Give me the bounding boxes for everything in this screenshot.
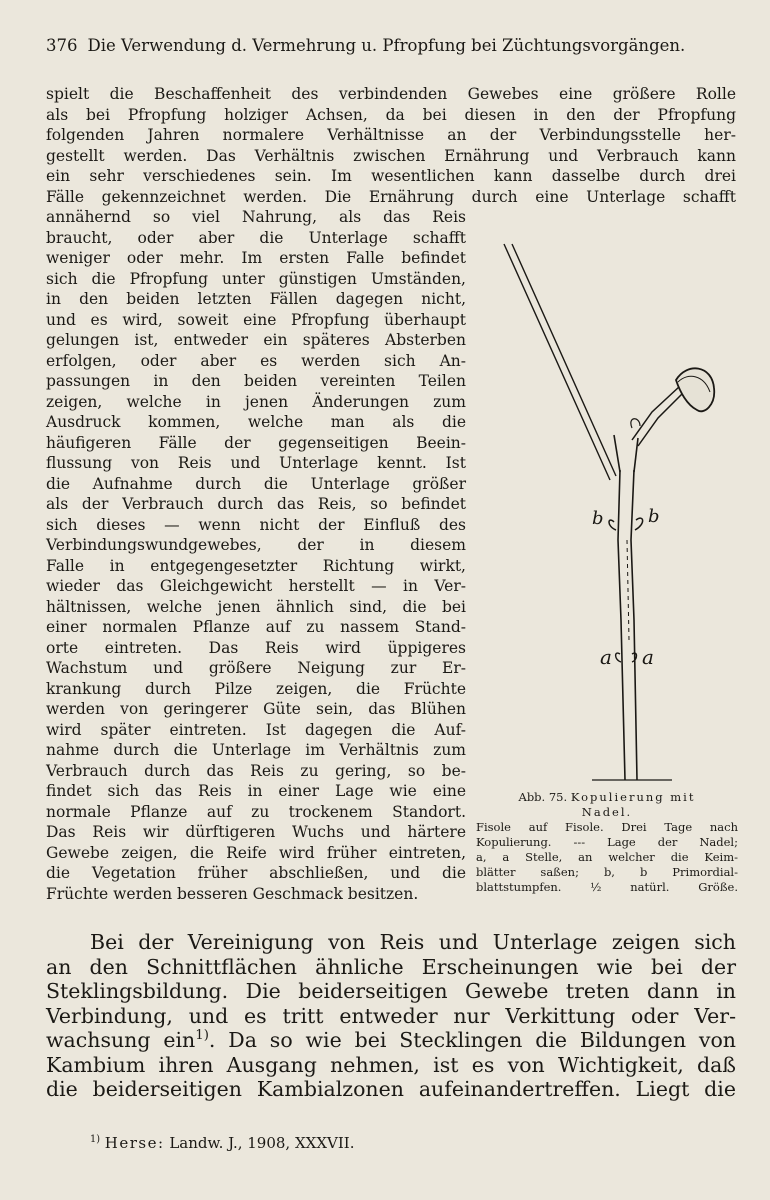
text-line: hältnissen, welche jenen ähnlich sind, die bei <box>46 597 466 616</box>
text-line: Gewebe zeigen, die Reife wird früher eintreten, <box>46 843 466 862</box>
text-line: einer normalen Pflanze auf zu nassem Stand- <box>46 618 466 636</box>
text-line: Ausdruck kommen, welche man als die <box>46 413 466 431</box>
text-line: und es wird, soweit eine Pfropfung überhaupt <box>46 310 466 329</box>
text-line: gelungen ist, entweder ein späteres Absterben <box>46 331 466 349</box>
text-line: Wachstum und größere Neigung zur Er- <box>46 659 466 677</box>
text-line: wird später eintreten. Ist dagegen die Auf- <box>46 720 466 739</box>
text-line: Steklingsbildung. Die beiderseitigen Gewebe treten dann in <box>46 979 736 1003</box>
label-a-right: a <box>642 645 654 669</box>
page-number: 376 <box>46 36 78 55</box>
label-b-left: b <box>592 508 604 529</box>
text-line: flussung von Reis und Unterlage kennt. Ist <box>46 454 466 472</box>
text-line: passungen in den beiden vereinten Teilen <box>46 372 466 390</box>
text-line: Bei der Vereinigung von Reis und Unterlage zeigen sich <box>90 930 736 954</box>
caption-line: Nadel. <box>581 805 633 819</box>
label-b-right: b <box>648 506 660 527</box>
text-line: gestellt werden. Das Verhältnis zwischen Ernährung und Verbrauch kann <box>46 146 736 165</box>
text-line: normale Pflanze auf zu trockenem Standort. <box>46 802 466 821</box>
label-a-left: a <box>600 645 612 669</box>
needle-position-dashed <box>627 540 629 640</box>
text-line: orte eintreten. Das Reis wird üppigeres <box>46 638 466 657</box>
text-line: als bei Pfropfung holziger Achsen, da bei diesen in den der Pfropfung <box>46 105 736 124</box>
text-line: krankung durch Pilze zeigen, die Früchte <box>46 679 466 698</box>
text-line: Früchte werden besseren Geschmack besitzen. <box>46 884 419 903</box>
text-line: die Vegetation früher abschließen, und die <box>46 864 466 882</box>
text-fragment: wachsung ein <box>46 1028 196 1052</box>
text-line: die beiderseitigen Kambialzonen aufeinandertreffen. Liegt die <box>46 1077 736 1101</box>
text-line: findet sich das Reis in einer Lage wie eine <box>46 782 466 800</box>
text-line: wieder das Gleichgewicht herstellt — in Ver- <box>46 577 466 595</box>
caption-line: blätter saßen; b, b Primordial- <box>476 865 738 879</box>
running-title: Die Verwendung d. Vermehrung u. Pfropfung bei Züchtungsvorgängen. <box>87 36 686 55</box>
footnote-citation: Landw. J., 1908, XXXVII. <box>169 1134 355 1152</box>
text-line <box>46 1028 736 1053</box>
text-line: werden von geringerer Güte sein, das Blühen <box>46 700 466 718</box>
stem <box>614 435 638 780</box>
text-line: folgenden Jahren normalere Verhältnisse an der Verbindungsstelle her- <box>46 126 736 144</box>
running-header <box>46 36 736 56</box>
figure-caption <box>476 790 738 895</box>
caption-line: Kopulierung. --- Lage der Nadel; <box>476 835 738 849</box>
footnote-author: Herse: <box>104 1134 165 1152</box>
footnote-marker: 1) <box>90 1134 101 1145</box>
caption-line <box>476 790 738 805</box>
text-line: in den beiden letzten Fällen dagegen nicht, <box>46 290 466 308</box>
leaf <box>676 368 714 411</box>
text-line: braucht, oder aber die Unterlage schafft <box>46 228 466 247</box>
needle <box>504 244 616 480</box>
text-line: annähernd so viel Nahrung, als das Reis <box>46 208 466 226</box>
text-line: die Aufnahme durch die Unterlage größer <box>46 474 466 493</box>
text-line: an den Schnittflächen ähnliche Erscheinungen wie bei der <box>46 954 736 979</box>
text-line: sich dieses — wenn nicht der Einfluß des <box>46 515 466 534</box>
leaf-branch <box>632 386 684 446</box>
text-line: erfolgen, oder aber es werden sich An- <box>46 351 466 370</box>
text-line: Fälle gekennzeichnet werden. Die Ernährung durch eine Unterlage schafft <box>46 187 736 206</box>
caption-line: Fisole auf Fisole. Drei Tage nach <box>476 820 738 834</box>
text-line: sich die Pfropfung unter günstigen Umständen, <box>46 269 466 288</box>
text-line: Verbrauch durch das Reis zu gering, so be- <box>46 761 466 780</box>
text-line: Das Reis wir dürftigeren Wuchs und härtere <box>46 823 466 841</box>
paragraph-left-column <box>46 207 466 904</box>
text-line: spielt die Beschaffenheit des verbindenden Gewebes eine größere Rolle <box>46 85 736 103</box>
paragraph-top <box>46 84 736 207</box>
text-line: Verbindungswundgewebes, der in diesem <box>46 536 466 554</box>
text-line: Verbindung, und es tritt entweder nur Verkittung oder Ver- <box>46 1003 736 1028</box>
footnote <box>90 1133 690 1153</box>
text-line: Kambium ihren Ausgang nehmen, ist es von Wichtigkeit, daß <box>46 1052 736 1077</box>
text-line: Falle in entgegengesetzter Richtung wirkt, <box>46 556 466 575</box>
caption-title: Kopulierung mit <box>570 790 696 804</box>
text-line: als der Verbrauch durch das Reis, so befindet <box>46 495 466 513</box>
text-line: häufigeren Fälle der gegenseitigen Beein- <box>46 433 466 452</box>
footnote-reference[interactable]: 1) <box>195 1028 209 1044</box>
text-line: ein sehr verschiedenes sein. Im wesentlichen kann dasselbe durch drei <box>46 167 736 185</box>
text-line: weniger oder mehr. Im ersten Falle befindet <box>46 249 466 267</box>
grafting-illustration <box>482 240 742 800</box>
paragraph-bottom <box>46 930 736 1102</box>
text-fragment: . Da so wie bei Stecklingen die Bildungen von <box>208 1028 736 1052</box>
text-line: zeigen, welche in jenen Änderungen zum <box>46 392 466 411</box>
caption-line: a, a Stelle, an welcher die Keim- <box>476 850 738 864</box>
caption-line: blattstumpfen. ½ natürl. Größe. <box>476 880 738 894</box>
text-line: nahme durch die Unterlage im Verhältnis zum <box>46 741 466 759</box>
figure-number: Abb. 75. <box>518 790 568 804</box>
